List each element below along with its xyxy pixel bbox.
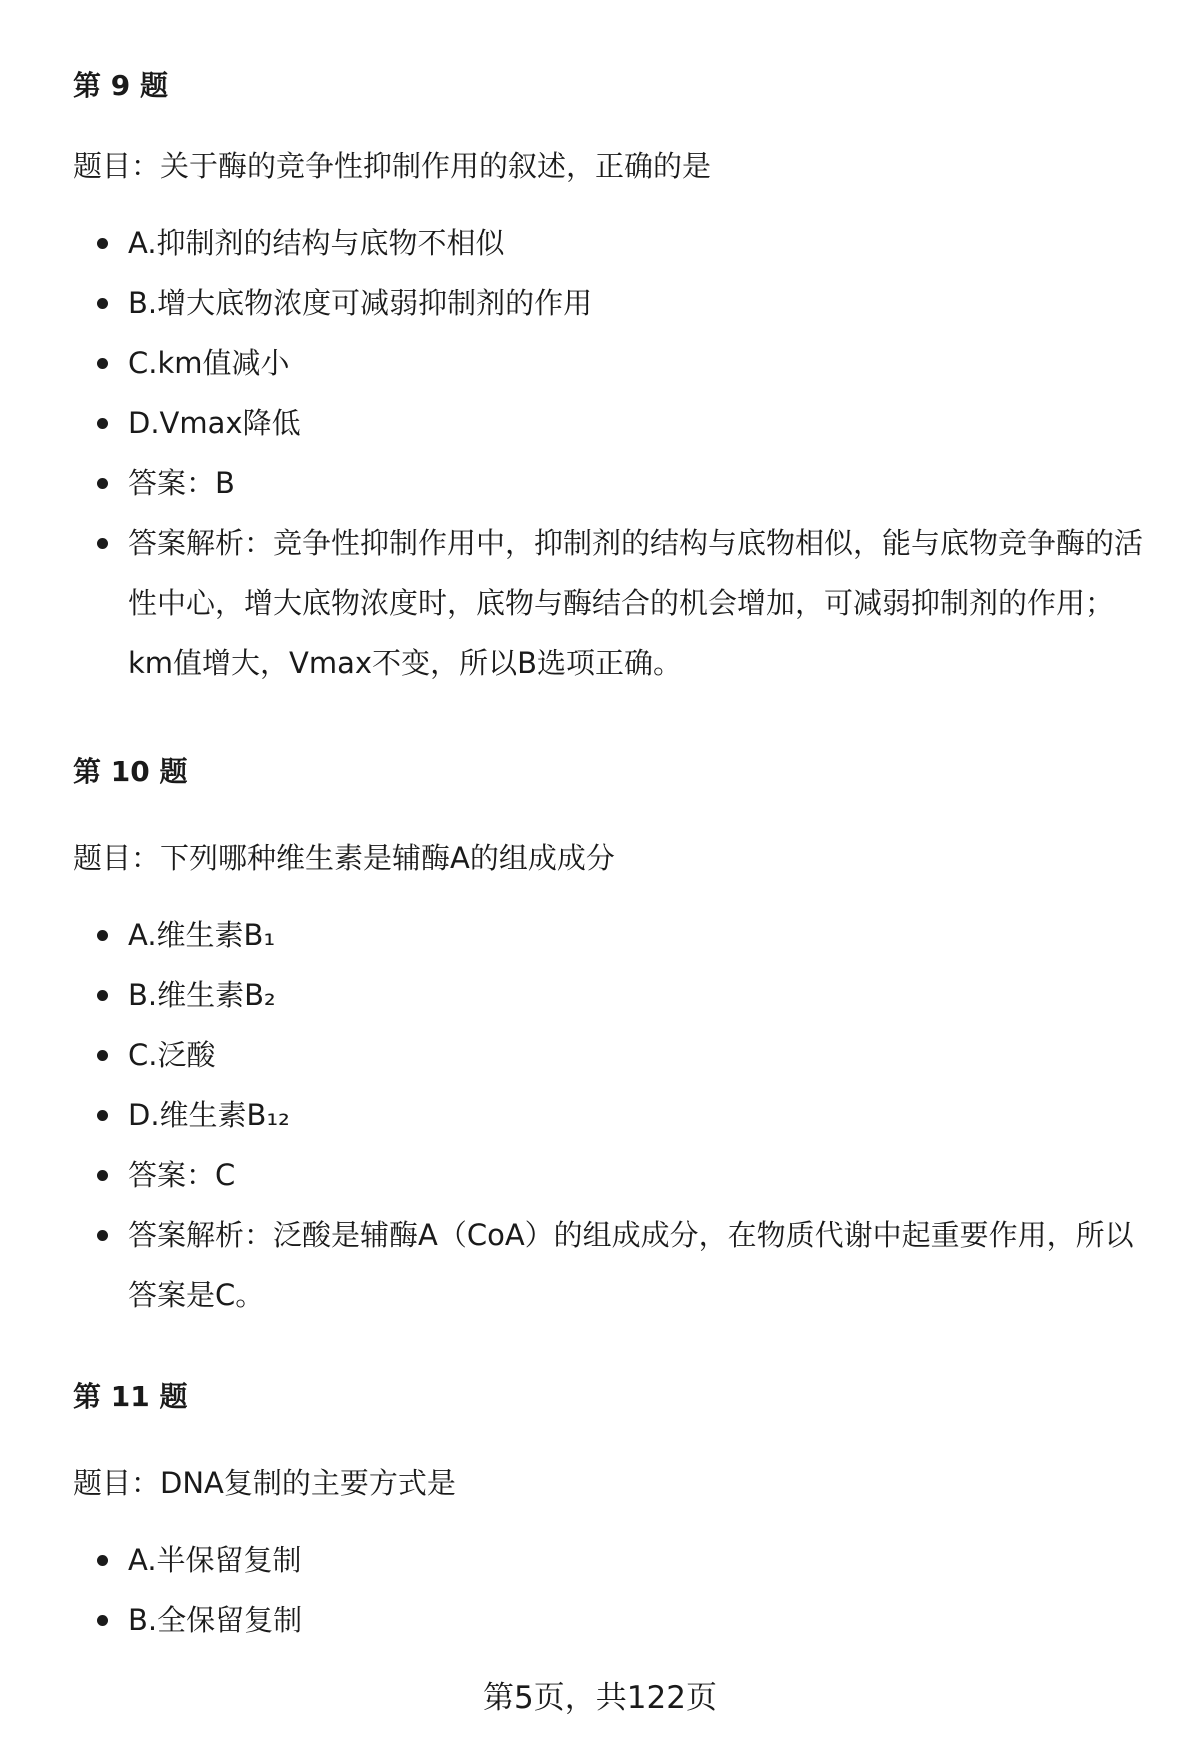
option-b: [73, 273, 1153, 333]
bullet-icon: [97, 1555, 108, 1566]
bullet-icon: [97, 990, 108, 1001]
bullet-icon: [97, 1230, 108, 1241]
option-list: [73, 1530, 1153, 1650]
option-text: D.Vmax降低: [128, 406, 301, 440]
analysis-item: [73, 1205, 1158, 1325]
question-9: [73, 66, 1153, 693]
option-text: C.km值减小: [128, 346, 290, 380]
option-d: [73, 1085, 1153, 1145]
question-stem: 题目：关于酶的竞争性抑制作用的叙述，正确的是: [73, 149, 712, 183]
option-text: B.全保留复制: [128, 1603, 303, 1637]
option-list: [73, 213, 1153, 693]
option-a: [73, 213, 1153, 273]
bullet-icon: [97, 418, 108, 429]
option-a: [73, 1530, 1153, 1590]
option-text: A.维生素B₁: [128, 918, 276, 952]
bullet-icon: [97, 238, 108, 249]
option-text: B.增大底物浓度可减弱抑制剂的作用: [128, 286, 593, 320]
option-d: [73, 393, 1153, 453]
option-text: D.维生素B₁₂: [128, 1098, 290, 1132]
option-b: [73, 1590, 1153, 1650]
bullet-icon: [97, 1110, 108, 1121]
option-list: [73, 905, 1153, 1325]
bullet-icon: [97, 538, 108, 549]
bullet-icon: [97, 298, 108, 309]
bullet-icon: [97, 478, 108, 489]
question-heading: 第 10 题: [73, 755, 188, 788]
question-heading: 第 11 题: [73, 1380, 188, 1413]
bullet-icon: [97, 1050, 108, 1061]
option-b: [73, 965, 1153, 1025]
option-text: C.泛酸: [128, 1038, 216, 1072]
bullet-icon: [97, 1615, 108, 1626]
option-text: A.半保留复制: [128, 1543, 302, 1577]
question-10: [73, 752, 1153, 1325]
answer-text: 答案：B: [128, 466, 235, 500]
page-footer: 第5页，共122页: [483, 1680, 717, 1716]
option-c: [73, 1025, 1153, 1085]
answer-item: [73, 1145, 1153, 1205]
question-stem: 题目：DNA复制的主要方式是: [73, 1466, 456, 1500]
question-heading: 第 9 题: [73, 69, 168, 102]
analysis-text: 答案解析：竞争性抑制作用中，抑制剂的结构与底物相似，能与底物竞争酶的活性中心，增大底物浓度时，底物与酶结合的机会增加，可减弱抑制剂的作用；km值增大，Vmax不变，所以B选项正确。: [128, 526, 1144, 680]
answer-text: 答案：C: [128, 1158, 236, 1192]
question-11: [73, 1377, 1153, 1650]
bullet-icon: [97, 1170, 108, 1181]
analysis-item: [73, 513, 1158, 693]
option-text: B.维生素B₂: [128, 978, 276, 1012]
analysis-text: 答案解析：泛酸是辅酶A（CoA）的组成成分，在物质代谢中起重要作用，所以答案是C。: [128, 1218, 1134, 1312]
question-stem: 题目：下列哪种维生素是辅酶A的组成成分: [73, 841, 615, 875]
option-a: [73, 905, 1153, 965]
bullet-icon: [97, 358, 108, 369]
bullet-icon: [97, 930, 108, 941]
answer-item: [73, 453, 1153, 513]
option-text: A.抑制剂的结构与底物不相似: [128, 226, 505, 260]
option-c: [73, 333, 1153, 393]
